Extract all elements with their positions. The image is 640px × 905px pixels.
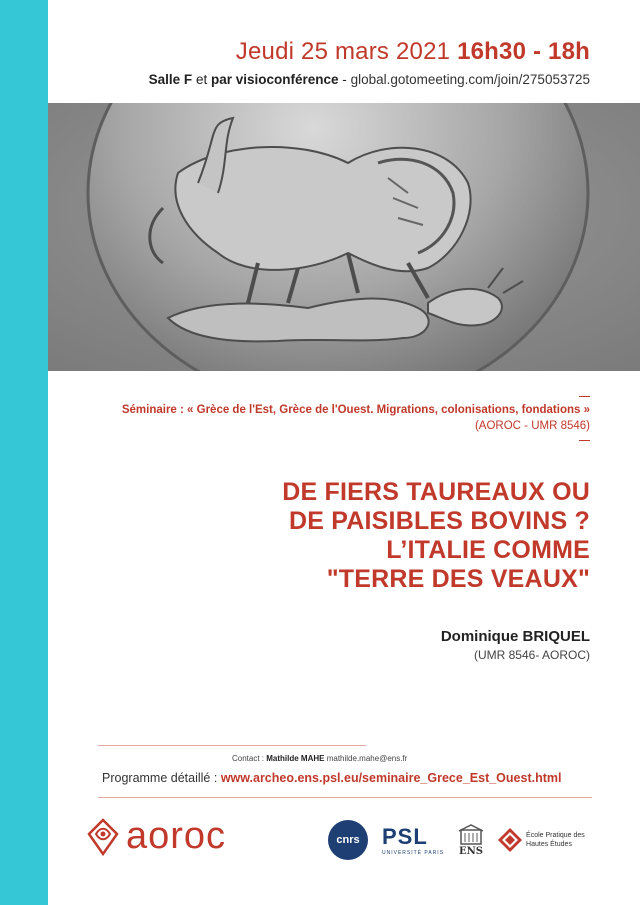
ens-building-icon <box>458 824 484 846</box>
talk-title-line: DE PAISIBLES BOVINS ? <box>288 507 590 535</box>
programme-link[interactable]: www.archeo.ens.psl.eu/seminaire_Grece_Est_Ouest.html <box>220 771 562 785</box>
psl-wordmark: PSL <box>382 824 428 849</box>
programme-line <box>102 771 561 785</box>
contact-email[interactable]: mathilde.mahe@ens.fr <box>326 754 408 763</box>
venue-room: Salle F <box>148 72 193 87</box>
talk-title-line: L’ITALIE COMME <box>386 536 590 564</box>
seminar-title: Séminaire : « Grèce de l'Est, Grèce de l'Ouest. Migrations, colonisations, fondations » <box>121 404 590 416</box>
seminar-block <box>122 402 590 434</box>
venue-remote: par visioconférence <box>210 72 339 87</box>
coin-image <box>48 103 640 371</box>
event-header <box>149 38 590 87</box>
divider-dash-bottom <box>579 440 590 441</box>
venue-and: et <box>195 72 208 87</box>
speaker-affiliation: (UMR 8546- AOROC) <box>473 648 590 662</box>
seminar-affiliation: (AOROC - UMR 8546) <box>474 420 590 432</box>
ephe-wordmark: École Pratique des Hautes Études <box>526 832 585 848</box>
event-venue-line <box>149 72 590 87</box>
ephe-cross-icon <box>498 828 522 852</box>
ens-wordmark: ENS <box>459 845 484 857</box>
ens-logo <box>458 824 484 857</box>
ephe-logo <box>498 828 586 852</box>
event-date: Jeudi 25 mars 2021 <box>235 38 451 65</box>
contact-label: Contact : <box>232 754 265 763</box>
talk-title-line: DE FIERS TAUREAUX OU <box>282 478 590 506</box>
contact-divider <box>98 745 366 746</box>
event-time: 16h30 - 18h <box>457 38 590 65</box>
talk-title-line: "TERRE DES VEAUX" <box>326 565 590 593</box>
psl-subtitle: UNIVERSITÉ PARIS <box>382 850 445 856</box>
speaker-name: Dominique BRIQUEL <box>440 628 590 645</box>
coin-illustration <box>48 103 640 371</box>
contact-line <box>232 754 407 763</box>
contact-name: Mathilde MAHE <box>266 754 325 763</box>
aoroc-emblem-icon <box>86 817 120 857</box>
aoroc-wordmark: aoroc <box>126 815 227 857</box>
partner-logos <box>328 820 586 860</box>
programme-label: Programme détaillé : <box>102 771 218 785</box>
talk-title <box>282 478 590 594</box>
meeting-link[interactable]: global.gotomeeting.com/join/275053725 <box>350 72 590 87</box>
side-color-bar <box>0 0 48 905</box>
venue-separator: - <box>342 72 347 87</box>
divider-dash-top <box>579 396 590 397</box>
psl-logo <box>382 824 444 856</box>
aoroc-logo <box>86 815 226 858</box>
cnrs-logo: cnrs <box>328 820 368 860</box>
footer-divider <box>98 797 592 798</box>
event-date-line <box>149 38 590 66</box>
speaker-block <box>441 628 590 662</box>
